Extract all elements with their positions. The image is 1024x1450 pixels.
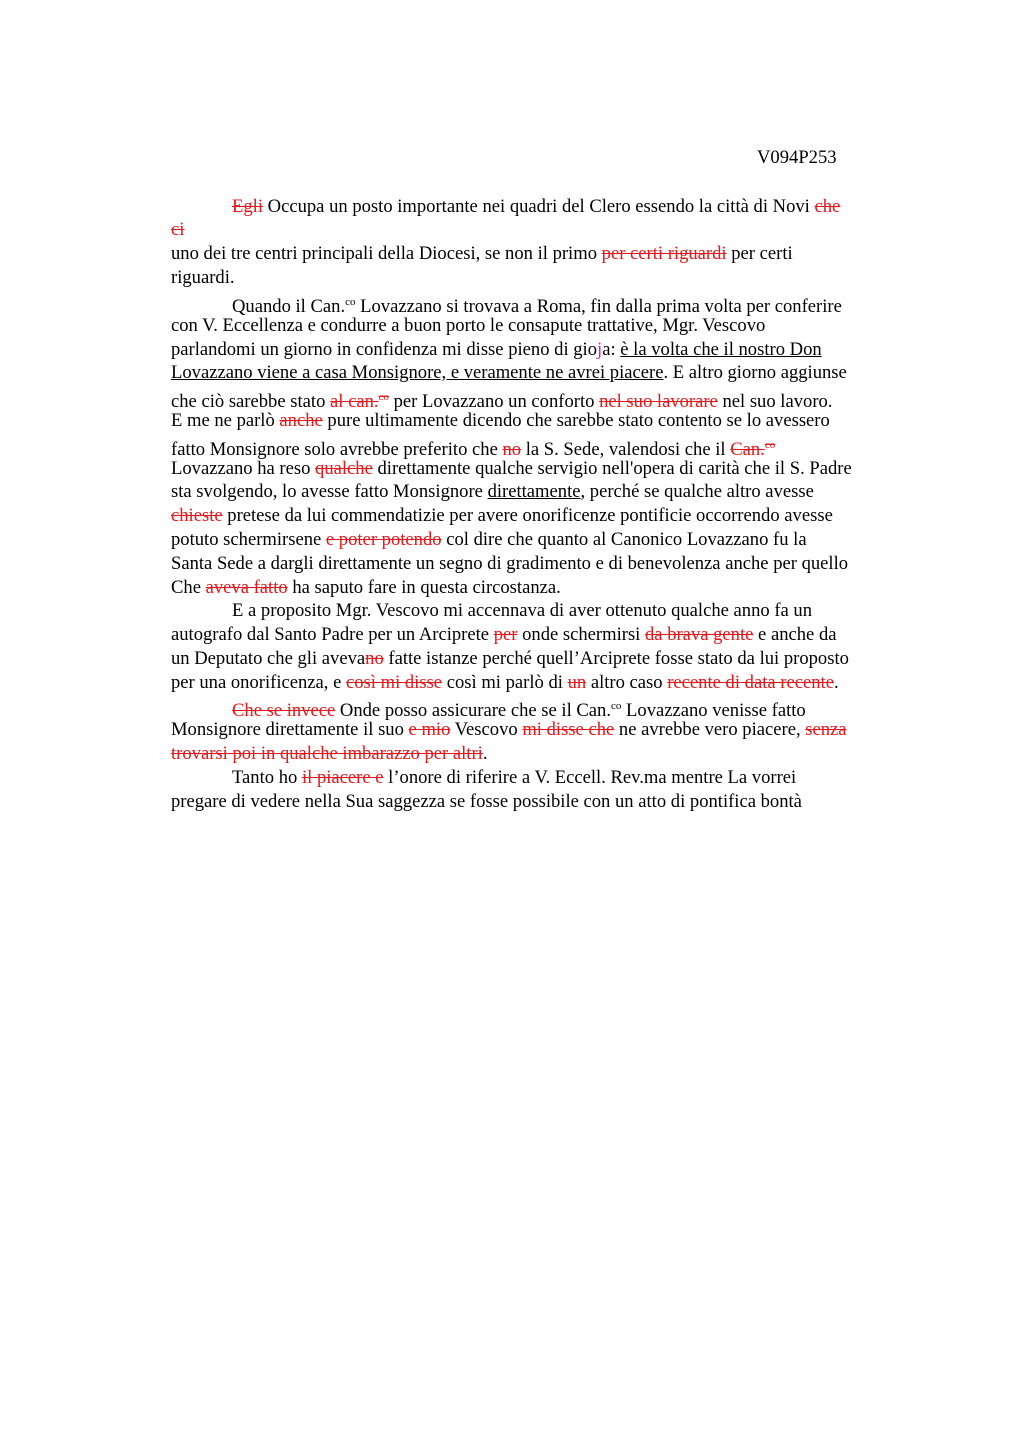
text-run: l’onore di riferire a V. Eccell. Rev.ma mentre La vorrei	[383, 767, 797, 788]
text-run: parlandomi un giorno in confidenza mi disse pieno di gio	[171, 339, 598, 360]
text-run: per certi	[726, 243, 793, 264]
text-run: per una onorificenza, e	[171, 672, 346, 693]
deleted-text: Can.	[730, 439, 765, 460]
deleted-text: Egli	[232, 196, 263, 217]
deleted-text: così mi disse	[346, 672, 443, 693]
text-line	[171, 219, 184, 241]
text-run: col dire che quanto al Canonico Lovazzano fu la	[441, 529, 807, 550]
text-run: uno dei tre centri principali della Diocesi, se non il primo	[171, 243, 602, 264]
text-run: Vescovo	[450, 719, 523, 740]
underlined-text: Lovazzano viene a casa Monsignore, e veramente ne avrei piacere	[171, 362, 664, 383]
text-run: sta svolgendo, lo avesse fatto Monsignore	[171, 481, 488, 502]
text-run: onde schermirsi	[517, 624, 645, 645]
underlined-text: è la volta che il nostro Don	[620, 339, 822, 360]
text-run: Quando il Can.	[232, 296, 346, 317]
text-run: E me ne parlò	[171, 410, 280, 431]
text-line	[232, 695, 806, 722]
text-run: , perché se qualche altro avesse	[580, 481, 814, 502]
text-run: .	[482, 743, 488, 764]
underlined-text: direttamente	[487, 481, 581, 502]
superscript: co	[345, 296, 356, 308]
deleted-text: trovarsi poi in qualche imbarazzo per altri	[171, 743, 483, 764]
text-run: così mi parlò di	[442, 672, 568, 693]
text-run: nel suo lavoro.	[717, 391, 833, 412]
text-run: pure ultimamente dicendo che sarebbe stato contento se lo avessero	[322, 410, 830, 431]
text-line	[171, 315, 765, 337]
text-run: Onde posso assicurare che se il Can.	[335, 700, 611, 721]
text-line	[171, 434, 775, 461]
text-run: a:	[602, 339, 621, 360]
text-line	[171, 672, 839, 694]
deleted-text: nel suo lavorare	[599, 391, 718, 412]
deleted-text: il piacere e	[301, 767, 384, 788]
deleted-text: ci	[171, 219, 185, 240]
text-run: per Lovazzano un conforto	[388, 391, 600, 412]
text-run: Che	[171, 577, 206, 598]
text-line	[232, 196, 840, 218]
text-run: fatte istanze perché quell’Arciprete fosse stato da lui proposto	[383, 648, 849, 669]
deleted-text: e poter potendo	[325, 529, 442, 550]
text-line	[171, 243, 793, 265]
text-run: con V. Eccellenza e condurre a buon porto le consapute trattative, Mgr. Vescovo	[171, 315, 766, 336]
text-line	[171, 529, 807, 551]
text-line	[171, 743, 488, 765]
text-run: la S. Sede, valendosi che il	[521, 439, 731, 460]
text-line	[171, 648, 849, 670]
deleted-text: aveva fatto	[205, 577, 288, 598]
text-line	[171, 791, 802, 813]
text-line	[171, 577, 561, 599]
text-line	[171, 624, 837, 646]
text-run: Occupa un posto importante nei quadri del Clero essendo la città di Novi	[263, 196, 815, 217]
text-run: . E altro giorno aggiunse	[663, 362, 847, 383]
deleted-text: per	[493, 624, 518, 645]
text-run: E a proposito Mgr. Vescovo mi accennava di aver ottenuto qualche anno fa un	[232, 600, 813, 621]
text-run: Monsignore direttamente il suo	[171, 719, 409, 740]
deleted-superscript: co	[764, 439, 776, 451]
deleted-text: da brava gente	[645, 624, 754, 645]
text-run: e anche da	[753, 624, 837, 645]
text-run: un Deputato che gli aveva	[171, 648, 366, 669]
text-run: Lovazzano venisse fatto	[621, 700, 806, 721]
text-run: direttamente qualche servigio nell'opera di carità che il S. Padre	[372, 458, 852, 479]
text-run: pregare di vedere nella Sua saggezza se fosse possibile con un atto di pontifica bontà	[171, 791, 802, 812]
text-run: Lovazzano ha reso	[171, 458, 316, 479]
text-run: potuto schermirsene	[171, 529, 326, 550]
deleted-text: anche	[279, 410, 323, 431]
deleted-text: e mio	[408, 719, 451, 740]
superscript: co	[611, 700, 622, 712]
text-run: autografo dal Santo Padre per un Arciprete	[171, 624, 494, 645]
deleted-text: mi disse che	[522, 719, 615, 740]
deleted-text: recente di data recente	[667, 672, 834, 693]
text-line	[171, 410, 830, 432]
text-line	[171, 386, 832, 413]
text-run: Lovazzano si trovava a Roma, fin dalla prima volta per conferire	[355, 296, 842, 317]
page-reference: V094P253	[757, 147, 837, 168]
text-run: riguardi.	[171, 267, 235, 288]
deleted-text: Che se invece	[232, 700, 336, 721]
deleted-text: chieste	[171, 505, 223, 526]
text-run: altro caso	[586, 672, 668, 693]
deleted-text: no	[365, 648, 384, 669]
deleted-text: un	[567, 672, 587, 693]
text-run: .	[833, 672, 839, 693]
deleted-text: qualche	[315, 458, 373, 479]
text-line	[232, 767, 796, 789]
text-line	[232, 291, 842, 318]
text-line	[171, 339, 822, 361]
text-line	[171, 267, 235, 289]
text-run: Santa Sede a dargli direttamente un segno di gradimento e di benevolenza anche per quello	[171, 553, 849, 574]
deleted-text: senza	[805, 719, 847, 740]
deleted-text: per certi riguardi	[601, 243, 727, 264]
text-line	[232, 600, 812, 622]
text-line	[171, 553, 848, 575]
text-run: Tanto ho	[232, 767, 302, 788]
text-line	[171, 362, 847, 384]
deleted-text: al can.	[330, 391, 379, 412]
text-run: pretese da lui commendatizie per avere onorificenze pontificie occorrendo avesse	[222, 505, 833, 526]
text-run: fatto Monsignore solo avrebbe preferito che	[171, 439, 503, 460]
text-run: che ciò sarebbe stato	[171, 391, 331, 412]
deleted-superscript: co	[378, 391, 389, 403]
text-line	[171, 481, 814, 503]
deleted-text: che	[814, 196, 841, 217]
inserted-letter: j	[597, 339, 603, 360]
text-line	[171, 505, 833, 527]
text-line	[171, 458, 852, 480]
text-run: ne avrebbe vero piacere,	[614, 719, 806, 740]
text-run: ha saputo fare in questa circostanza.	[287, 577, 561, 598]
text-line	[171, 719, 847, 741]
deleted-text: no	[502, 439, 522, 460]
